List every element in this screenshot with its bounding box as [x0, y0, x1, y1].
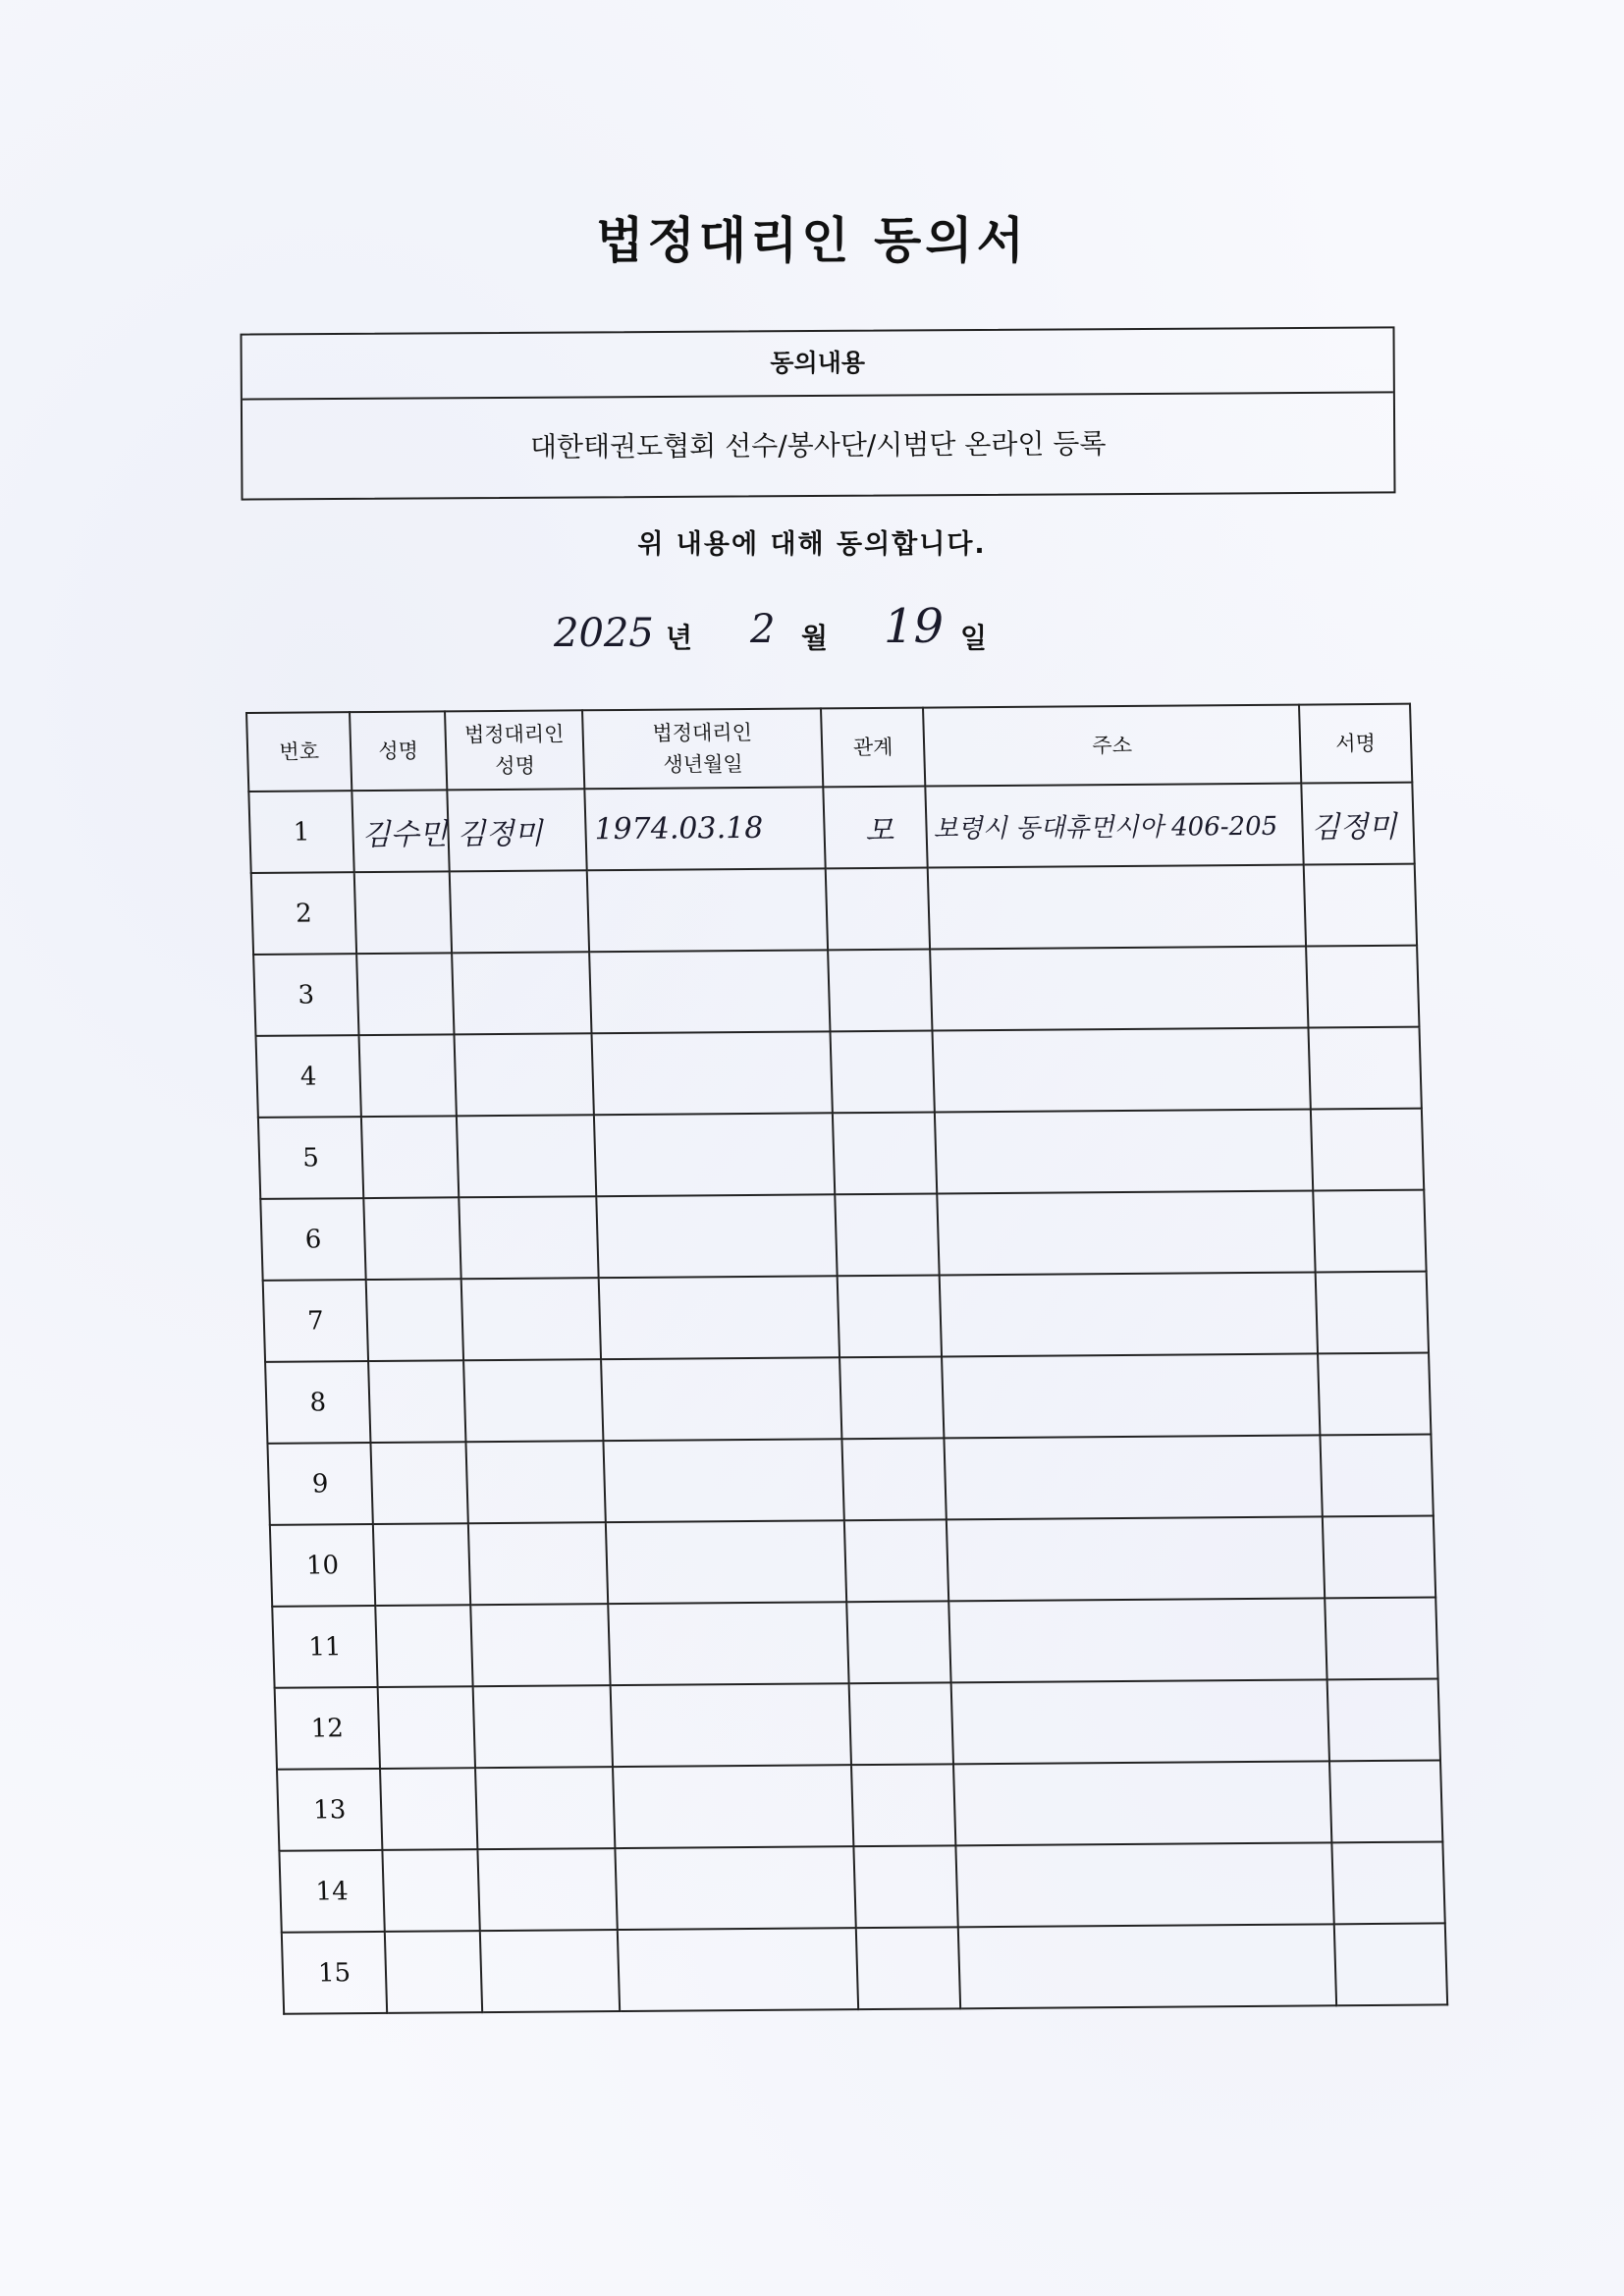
cell-address [940, 1272, 1318, 1356]
consent-box [240, 326, 1395, 500]
cell-guardian-name [477, 1848, 617, 1931]
cell-guardian-name [475, 1767, 615, 1849]
header-no: 번호 [246, 712, 352, 792]
cell-guardian-name [473, 1685, 613, 1768]
cell-name [385, 1931, 482, 2013]
cell-no: 3 [253, 954, 358, 1036]
cell-guardian-birth [591, 1031, 832, 1115]
date-year-unit: 년 [666, 622, 693, 654]
date-year: 2025 [554, 611, 654, 656]
cell-guardian-name [465, 1441, 605, 1523]
cell-name [373, 1523, 470, 1606]
cell-signature [1316, 1272, 1429, 1354]
cell-relation [833, 1113, 937, 1195]
cell-address: 보령시 동대휴먼시아 406-205 [925, 784, 1303, 868]
cell-no: 6 [260, 1198, 365, 1281]
cell-address [935, 1109, 1313, 1193]
cell-relation [828, 950, 932, 1032]
cell-address [942, 1353, 1320, 1438]
cell-guardian-name [452, 952, 591, 1034]
cell-address [953, 1761, 1331, 1845]
cell-guardian-name [454, 1033, 593, 1116]
cell-no: 2 [251, 872, 356, 955]
cell-guardian-name [461, 1278, 601, 1360]
date-month: 2 [750, 607, 776, 652]
cell-name [361, 1116, 459, 1198]
cell-no: 9 [267, 1443, 372, 1525]
cell-guardian-name [457, 1115, 596, 1197]
guardian-table-wrap [245, 703, 1446, 1998]
cell-guardian-birth [587, 868, 828, 952]
cell-guardian-name [463, 1359, 603, 1442]
date-day-unit: 일 [960, 622, 988, 654]
cell-signature [1318, 1353, 1431, 1436]
document-title: 법정대리인 동의서 [596, 211, 1028, 269]
cell-address [930, 947, 1308, 1031]
cell-address [932, 1028, 1310, 1113]
cell-name [368, 1360, 465, 1443]
cell-address [928, 865, 1306, 950]
cell-name [378, 1686, 475, 1769]
cell-relation [846, 1601, 950, 1683]
cell-guardian-birth: 1974.03.18 [584, 787, 825, 870]
cell-guardian-birth [594, 1113, 835, 1196]
cell-signature [1306, 946, 1419, 1028]
cell-guardian-birth [601, 1357, 841, 1441]
cell-signature [1329, 1760, 1442, 1842]
table-row [263, 1272, 1429, 1362]
cell-no: 15 [282, 1932, 387, 2014]
cell-relation [839, 1356, 944, 1439]
table-row [253, 946, 1419, 1036]
cell-no: 1 [248, 791, 353, 873]
table-row [265, 1353, 1431, 1444]
cell-relation: 모 [823, 787, 927, 869]
cell-no: 7 [263, 1280, 368, 1362]
cell-no: 12 [275, 1687, 380, 1770]
cell-guardian-birth [599, 1276, 839, 1359]
cell-signature [1334, 1923, 1447, 2005]
table-row [279, 1841, 1444, 1932]
table-row [277, 1760, 1442, 1850]
cell-name [382, 1849, 479, 1932]
cell-guardian-name: 김정미 [447, 789, 586, 871]
header-signature: 서명 [1299, 704, 1412, 784]
cell-address [948, 1598, 1326, 1682]
cell-relation [853, 1845, 957, 1928]
cell-no: 4 [256, 1035, 361, 1118]
cell-no: 5 [258, 1117, 363, 1199]
date-day: 19 [884, 599, 945, 654]
agree-statement: 위 내용에 대해 동의합니다. [637, 529, 987, 560]
cell-signature [1311, 1109, 1424, 1191]
table-row [272, 1598, 1437, 1688]
cell-guardian-birth [618, 1928, 858, 2011]
cell-guardian-birth [608, 1602, 848, 1685]
cell-guardian-name [470, 1604, 610, 1686]
table-row [256, 1027, 1422, 1118]
cell-relation [838, 1275, 942, 1357]
cell-name [356, 953, 454, 1035]
cell-address [947, 1516, 1325, 1601]
table-header-row [246, 704, 1412, 792]
cell-signature [1327, 1678, 1440, 1761]
cell-relation [844, 1519, 948, 1602]
cell-relation [856, 1927, 960, 2009]
table-row [267, 1435, 1433, 1525]
cell-relation [841, 1438, 946, 1520]
cell-signature [1323, 1516, 1435, 1599]
table-row [275, 1678, 1440, 1769]
guardian-table [245, 703, 1448, 2015]
cell-guardian-name [480, 1930, 620, 2012]
header-relation: 관계 [821, 708, 925, 788]
table-row [251, 864, 1417, 955]
cell-relation [830, 1031, 934, 1114]
cell-relation [835, 1193, 939, 1276]
header-guardian-name: 법정대리인 성명 [445, 710, 584, 790]
cell-address [958, 1924, 1336, 2008]
cell-relation [851, 1764, 955, 1846]
cell-address [951, 1679, 1329, 1764]
cell-signature [1313, 1190, 1426, 1273]
cell-no: 13 [277, 1769, 382, 1851]
consent-text: 대한태권도협회 선수/봉사단/시범단 온라인 등록 [529, 427, 1107, 464]
cell-signature [1325, 1598, 1437, 1680]
cell-no: 14 [279, 1850, 384, 1933]
cell-signature [1308, 1027, 1421, 1110]
cell-guardian-birth [589, 950, 830, 1033]
cell-guardian-name [450, 870, 589, 953]
cell-signature: 김정미 [1301, 783, 1414, 865]
cell-signature [1320, 1435, 1433, 1517]
consent-header: 동의내용 [243, 328, 1393, 400]
table-row [270, 1516, 1435, 1607]
cell-name [359, 1034, 457, 1117]
header-address: 주소 [923, 705, 1301, 787]
cell-guardian-birth [596, 1194, 837, 1278]
date-line [550, 601, 1139, 660]
cell-name: 김수민 [352, 790, 449, 872]
table-row [260, 1190, 1426, 1281]
cell-guardian-birth [611, 1683, 851, 1767]
cell-name [370, 1442, 467, 1524]
table-row [282, 1923, 1447, 2013]
cell-relation [826, 868, 930, 951]
table-row [258, 1109, 1424, 1199]
cell-name [380, 1768, 477, 1850]
cell-guardian-name [459, 1196, 598, 1279]
cell-no: 8 [265, 1361, 370, 1444]
cell-name [366, 1279, 463, 1361]
cell-signature [1331, 1841, 1444, 1924]
cell-relation [849, 1682, 953, 1765]
date-month-unit: 월 [801, 622, 829, 654]
cell-address [955, 1842, 1333, 1927]
cell-signature [1304, 864, 1417, 947]
cell-guardian-birth [613, 1765, 853, 1848]
table-row [248, 783, 1414, 873]
cell-guardian-birth [615, 1846, 855, 1930]
cell-address [944, 1435, 1322, 1519]
cell-no: 11 [272, 1606, 377, 1688]
header-guardian-birth: 법정대리인 생년월일 [582, 708, 823, 789]
cell-address [937, 1190, 1315, 1275]
cell-name [354, 871, 452, 954]
cell-name [375, 1605, 472, 1687]
cell-guardian-birth [606, 1520, 846, 1604]
cell-guardian-birth [603, 1439, 843, 1522]
cell-name [363, 1197, 460, 1280]
cell-no: 10 [270, 1524, 375, 1607]
header-name: 성명 [350, 711, 447, 791]
cell-guardian-name [468, 1522, 608, 1605]
